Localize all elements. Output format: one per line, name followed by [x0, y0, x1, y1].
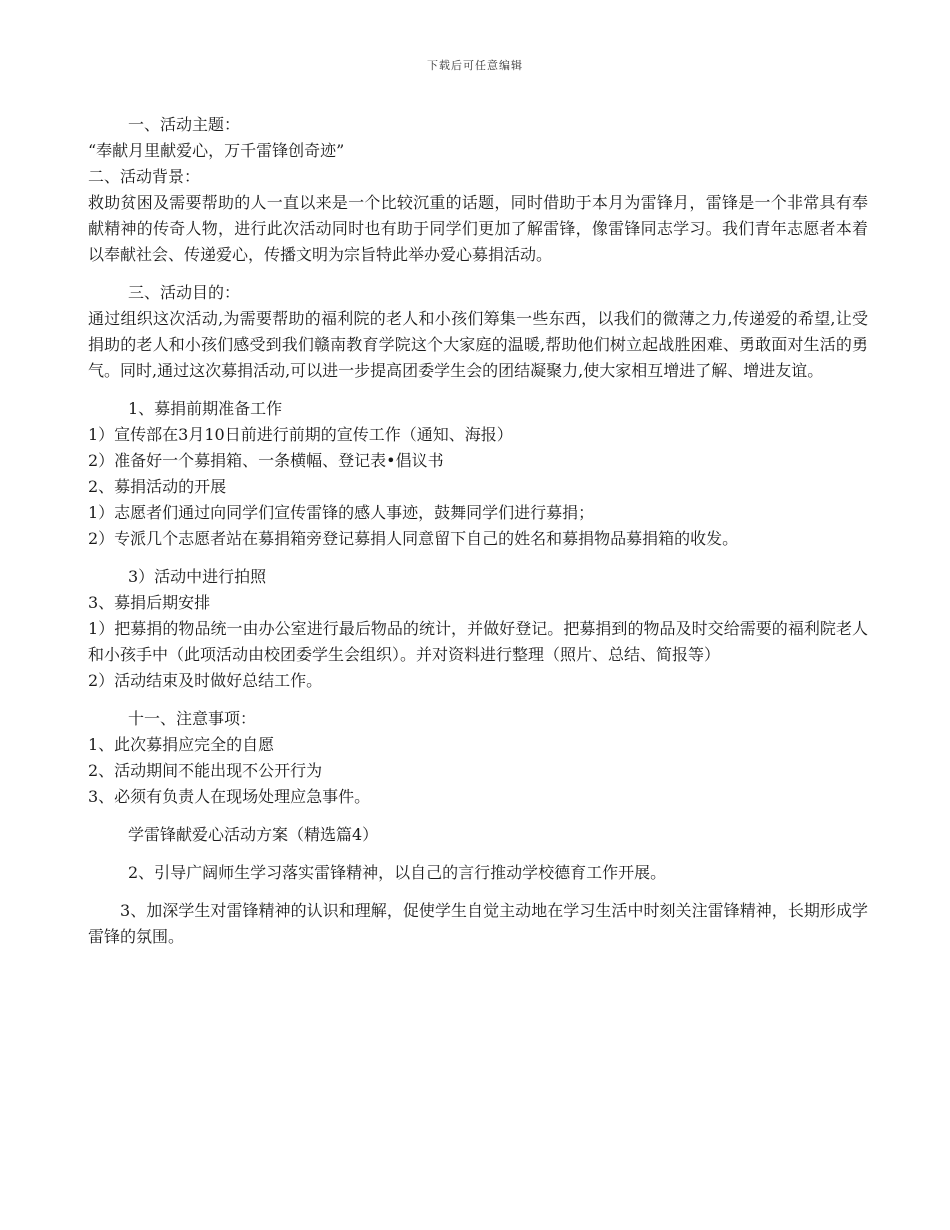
prep-item-1: 1）宣传部在3月10日前进行前期的宣传工作（通知、海报）: [88, 425, 513, 444]
notes-item-1: 1、此次募捐应完全的自愿: [88, 735, 275, 754]
theme-text: “奉献月里献爱心，万千雷锋创奇迹”: [88, 141, 345, 160]
develop-item-3: 3）活动中进行拍照: [128, 567, 267, 586]
page-header: 下载后可任意编辑: [427, 59, 523, 72]
develop-heading: 2、募捐活动的开展: [88, 477, 227, 496]
prep-item-2: 2）准备好一个募捐箱、一条横幅、登记表•倡议书: [88, 451, 444, 470]
prep-heading: 1、募捐前期准备工作: [128, 399, 283, 418]
notes-item-3: 3、必须有负责人在现场处理应急事件。: [88, 787, 371, 806]
background-paragraph: 救助贫困及需要帮助的人一直以来是一个比较沉重的话题，同时借助于本月为雷锋月，雷锋是一个非常具有奉献精神的传奇人物，进行此次活动同时也有助于同学们更加了解雷锋，像雷锋同志学习。我们青年志愿者本着以奉献社会、传递爱心，传播文明为宗旨特此举办爱心募捐活动。: [88, 193, 868, 264]
notes-item-2: 2、活动期间不能出现不公开行为: [88, 761, 323, 780]
purpose-paragraph: 通过组织这次活动,为需要帮助的福利院的老人和小孩们筹集一些东西，以我们的微薄之力,传递爱的希望,让受捐助的老人和小孩们感受到我们赣南教育学院这个大家庭的温暖,帮助他们树立起战胜困难、勇敢面对生活的勇气。同时,通过这次募捐活动,可以进一步提高团委学生会的团结凝聚力,使大家相互增进了解、增进友谊。: [88, 309, 868, 380]
after-heading: 3、募捐后期安排: [88, 593, 211, 612]
background-heading: 二、活动背景：: [88, 167, 201, 186]
after-item-2: 2）活动结束及时做好总结工作。: [88, 671, 323, 690]
document-body: [88, 112, 868, 950]
develop-item-2: 2）专派几个志愿者站在募捐箱旁登记募捐人同意留下自己的姓名和募捐物品募捐箱的收发。: [88, 529, 739, 548]
after-item-1: 1）把募捐的物品统一由办公室进行最后物品的统计，并做好登记。把募捐到的物品及时交给需要的福利院老人和小孩手中（此项活动由校团委学生会组织）。并对资料进行整理（照片、总结、简报等）: [88, 619, 868, 664]
plan4-item-2: 2、引导广阔师生学习落实雷锋精神，以自己的言行推动学校德育工作开展。: [128, 863, 667, 882]
notes-heading: 十一、注意事项：: [128, 709, 257, 728]
plan4-item-3: 3、加深学生对雷锋精神的认识和理解，促使学生自觉主动地在学习生活中时刻关注雷锋精神，长期形成学雷锋的氛围。: [88, 901, 868, 946]
theme-heading: 一、活动主题：: [128, 115, 241, 134]
purpose-heading: 三、活动目的：: [128, 283, 241, 302]
develop-item-1: 1）志愿者们通过向同学们宣传雷锋的感人事迹，鼓舞同学们进行募捐；: [88, 503, 595, 522]
plan4-title: 学雷锋献爱心活动方案（精选篇4）: [128, 825, 379, 844]
